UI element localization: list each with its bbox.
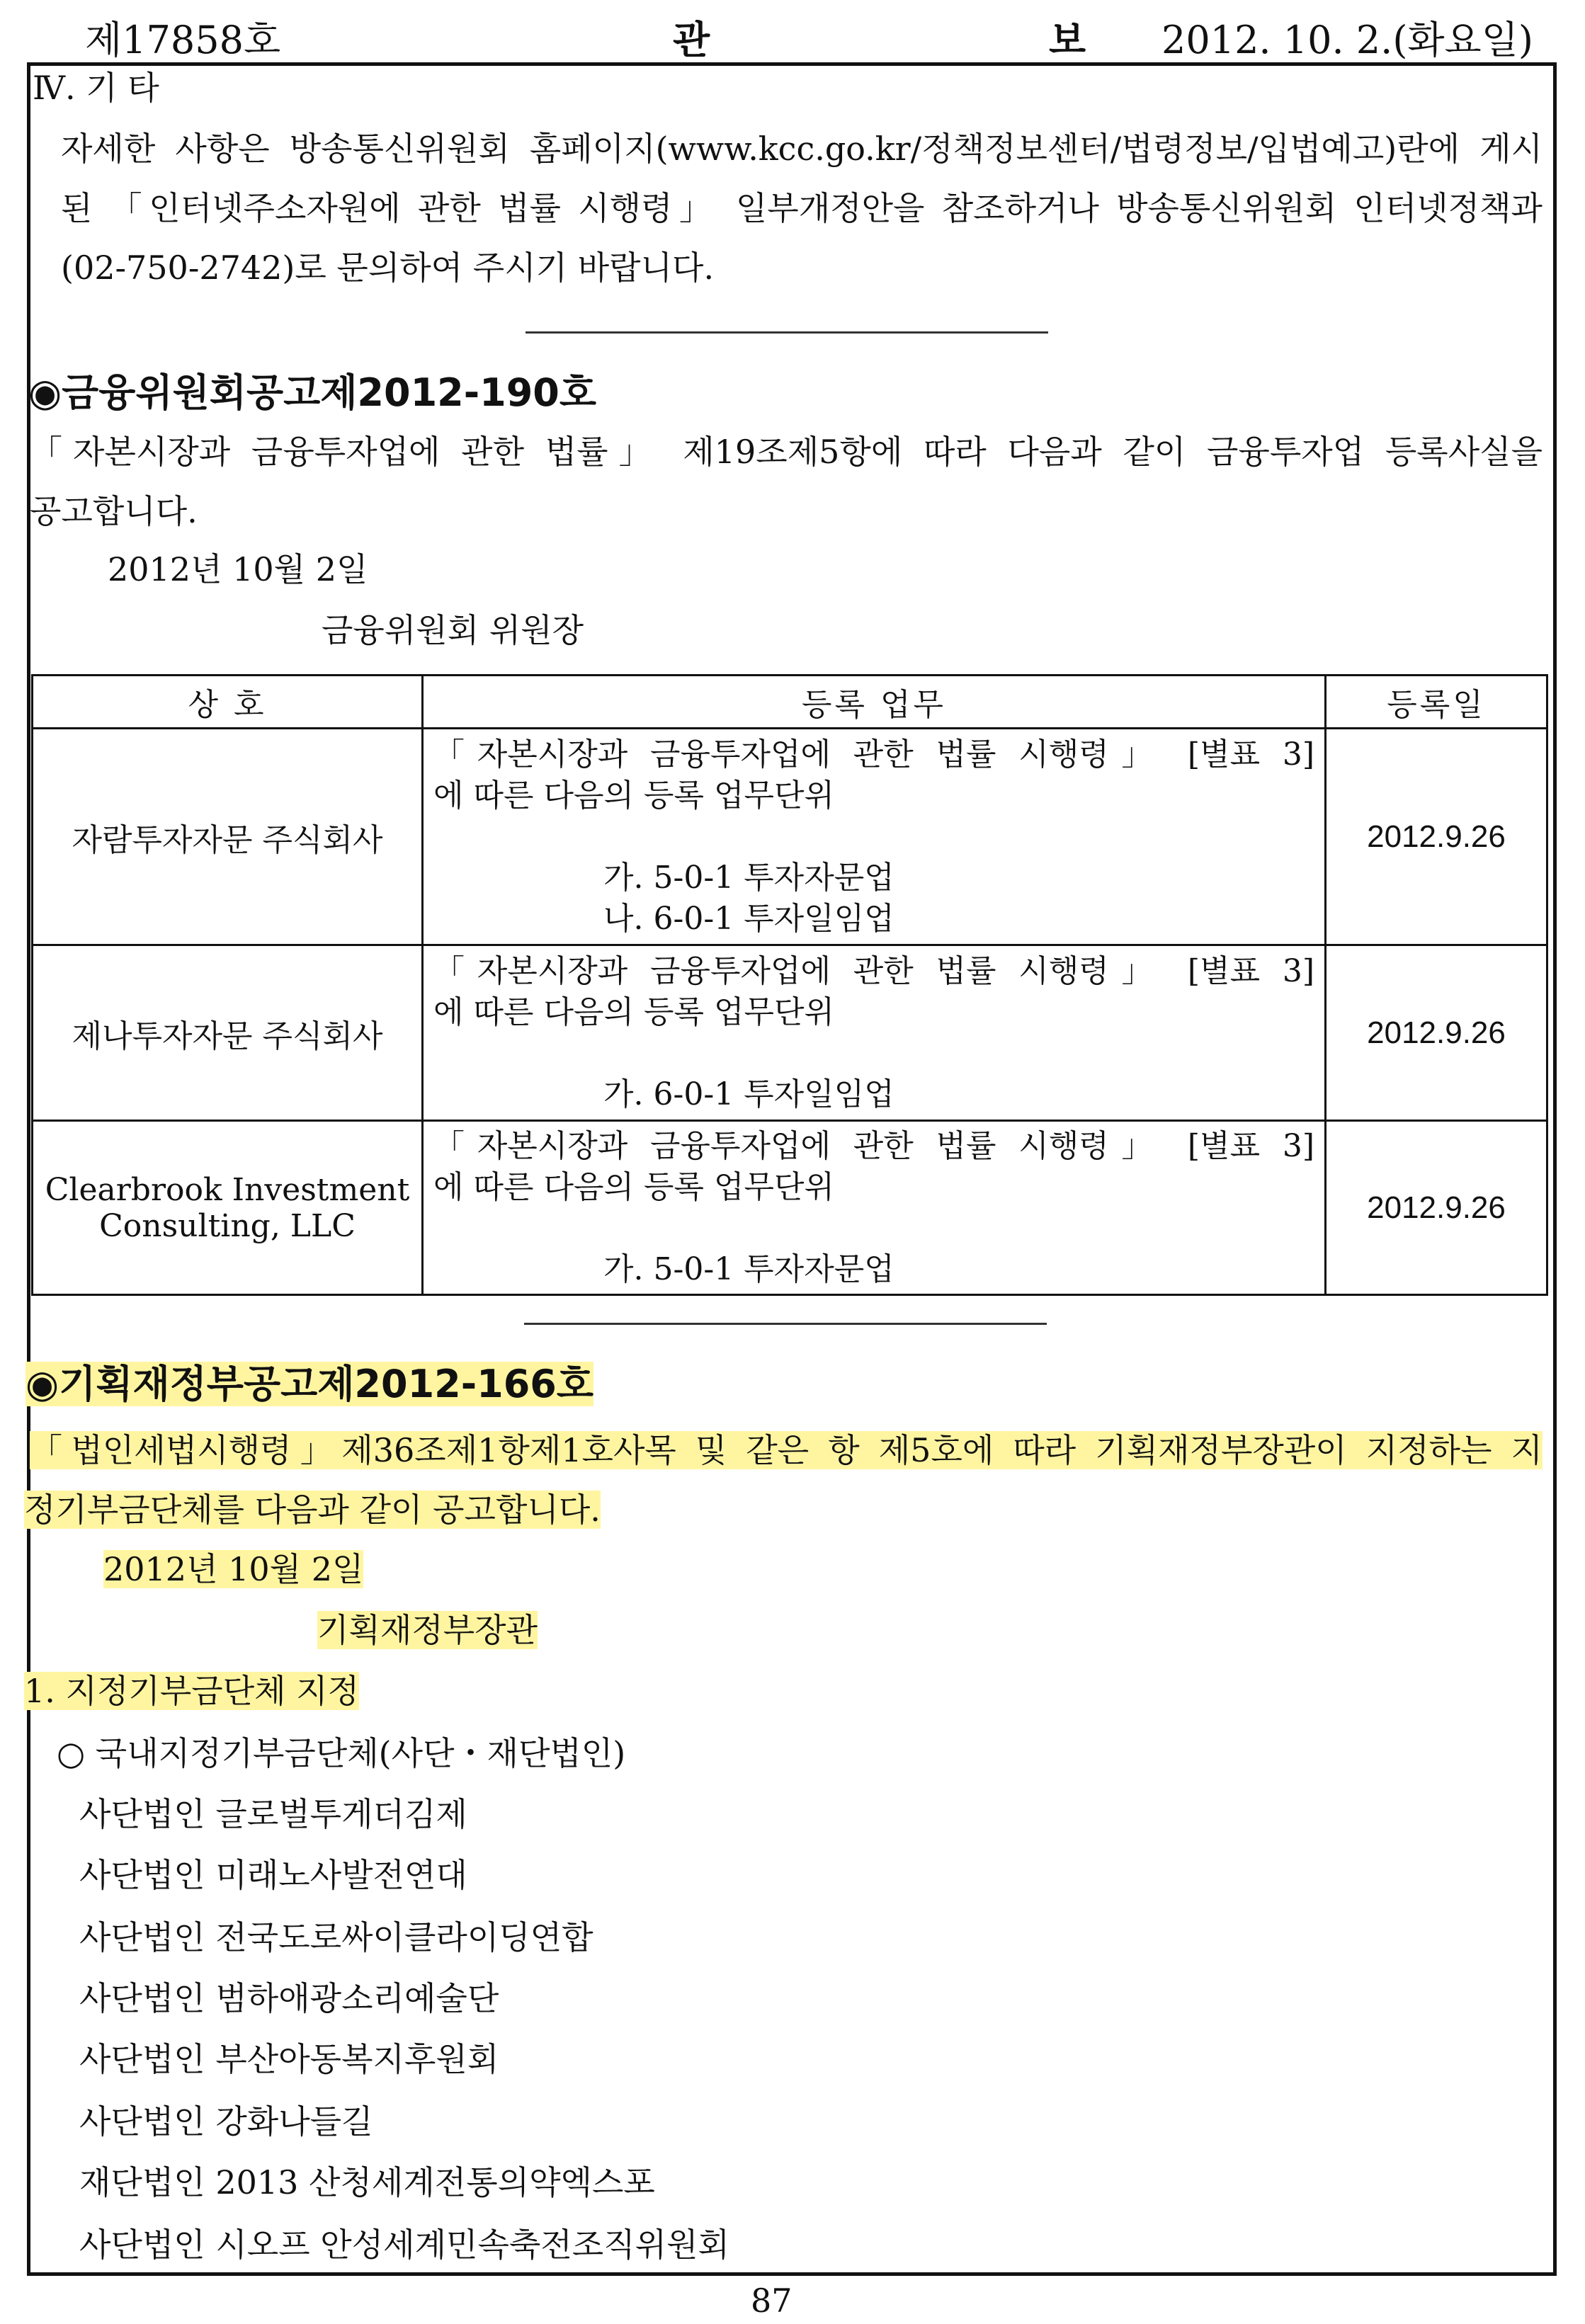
company-name: Clearbrook Investment [45, 1171, 410, 1208]
col-header-date: 등록일 [1326, 676, 1547, 729]
business-cell [423, 729, 1326, 945]
notice-2-issuer: 기획재정부장관 [317, 1611, 538, 1649]
issue-number: 제17858호 [85, 18, 281, 62]
list-item: 사단법인 미래노사발전연대 [79, 1856, 467, 1894]
subsection-title: ○ 국내지정기부금단체(사단・재단법인) [57, 1734, 626, 1772]
prev-line-2: 된 「인터넷주소자원에 관한 법률 시행령」 일부개정안을 참조하거나 방송통신위원회 인터넷정책과 [61, 189, 1543, 227]
divider [524, 1323, 1047, 1325]
registration-date: 2012.9.26 [1326, 945, 1547, 1121]
business-desc-1: 「자본시장과 금융투자업에 관한 법률 시행령」 [별표 3] [433, 1127, 1314, 1164]
business-desc-1: 「자본시장과 금융투자업에 관한 법률 시행령」 [별표 3] [433, 952, 1314, 989]
notice-1-date: 2012년 10월 2일 [108, 550, 368, 588]
list-item: 사단법인 부산아동복지후원회 [79, 2040, 499, 2078]
business-desc-1: 「자본시장과 금융투자업에 관한 법률 시행령」 [별표 3] [433, 736, 1314, 773]
notice-1-body-1: 「자본시장과 금융투자업에 관한 법률」 제19조제5항에 따라 다음과 같이 금융투자업 등록사실을 [30, 433, 1543, 471]
company-name: 자람투자자문 주식회사 [33, 729, 423, 945]
list-item: 사단법인 강화나들길 [79, 2102, 373, 2141]
business-item: 가. 6-0-1 투자일임업 [603, 1076, 894, 1112]
company-name-cell [33, 1121, 423, 1295]
notice-1-title: ◉금융위원회공고제2012-190호 [28, 370, 597, 415]
registration-date: 2012.9.26 [1326, 1121, 1547, 1295]
notice-2-title: ◉기획재정부공고제2012-166호 [25, 1362, 594, 1406]
registration-date: 2012.9.26 [1326, 729, 1547, 945]
notice-1-issuer: 금융위원회 위원장 [322, 611, 584, 649]
list-item: 재단법인 2013 산청세계전통의약엑스포 [79, 2163, 655, 2201]
table-row [33, 729, 1547, 945]
notice-2-body-1: 「법인세법시행령」제36조제1항제1호사목 및 같은 항 제5호에 따라 기획재정부장관이 지정하는 지 [30, 1431, 1543, 1469]
table-row [33, 1121, 1547, 1295]
notice-1-body-2: 공고합니다. [30, 492, 198, 530]
company-name: 제나투자자문 주식회사 [33, 945, 423, 1121]
col-header-business: 등록 업무 [423, 676, 1326, 729]
table-header-row [33, 676, 1547, 729]
business-item: 가. 5-0-1 투자자문업 [603, 859, 894, 896]
notice-2-body-2: 정기부금단체를 다음과 같이 공고합니다. [24, 1491, 601, 1529]
page-header [0, 3, 1585, 62]
table-row [33, 945, 1547, 1121]
prev-line-3: (02-750-2742)로 문의하여 주시기 바랍니다. [61, 249, 715, 287]
business-desc-2: 에 따른 다음의 등록 업무단위 [433, 1168, 834, 1205]
list-item: 사단법인 글로벌투게더김제 [79, 1795, 467, 1833]
company-name-line-2: Consulting, LLC [99, 1207, 356, 1244]
business-item: 가. 5-0-1 투자자문업 [603, 1251, 894, 1287]
business-desc-2: 에 따른 다음의 등록 업무단위 [433, 777, 834, 814]
business-cell [423, 945, 1326, 1121]
list-item: 사단법인 시오프 안성세계민속축전조직위원회 [79, 2226, 729, 2264]
section-title: 1. 지정기부금단체 지정 [24, 1672, 360, 1710]
business-desc-2: 에 따른 다음의 등록 업무단위 [433, 993, 834, 1030]
list-item: 사단법인 범하애광소리예술단 [79, 1979, 499, 2017]
notice-2-date: 2012년 10월 2일 [103, 1550, 364, 1588]
gazette-title: 관 보 [673, 17, 1249, 62]
business-cell [423, 1121, 1326, 1295]
divider [526, 331, 1048, 334]
prev-line-1: 자세한 사항은 방송통신위원회 홈페이지(www.kcc.go.kr/정책정보센터/법령정보/입법예고)란에 게시 [61, 130, 1543, 168]
section-heading-other: Ⅳ. 기 타 [33, 69, 159, 107]
list-item: 사단법인 전국도로싸이클라이딩연합 [79, 1918, 593, 1956]
issue-date: 2012. 10. 2.(화요일) [1161, 18, 1533, 62]
col-header-name: 상 호 [33, 676, 423, 729]
page-number: 87 [751, 2282, 792, 2320]
business-item: 나. 6-0-1 투자일임업 [603, 900, 894, 937]
registration-table [31, 674, 1548, 1296]
